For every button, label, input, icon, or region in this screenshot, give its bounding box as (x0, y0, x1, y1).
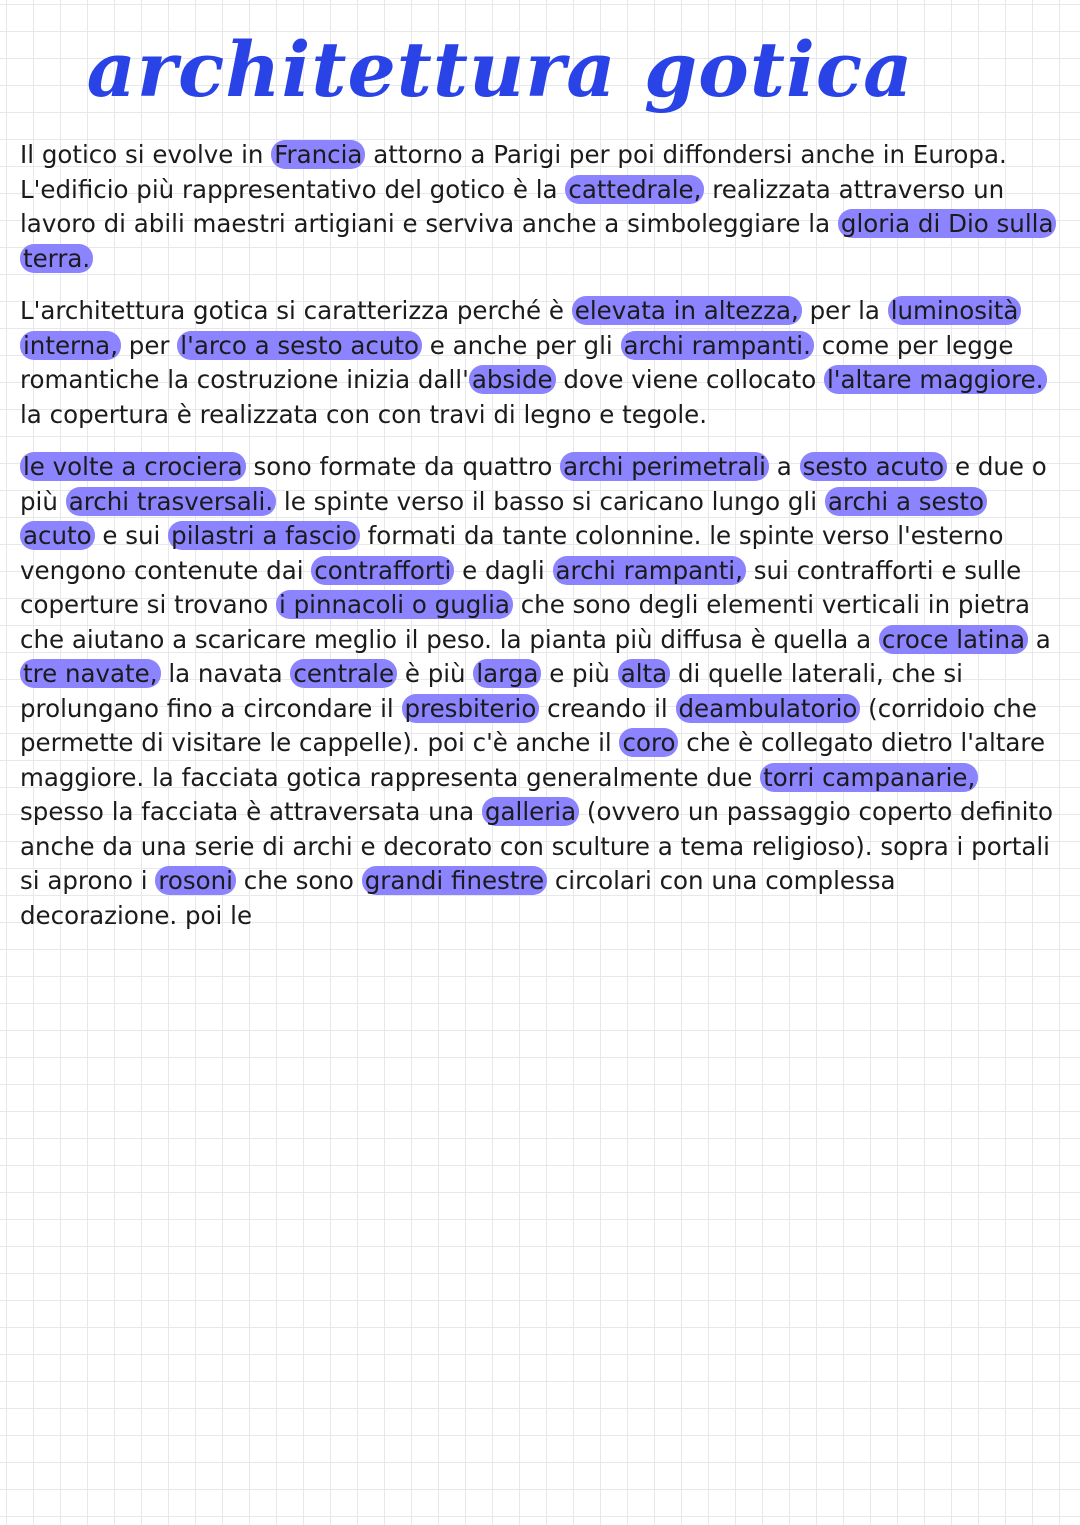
highlighted-term: l'altare maggiore. (824, 365, 1047, 394)
text-run: la navata (160, 659, 291, 688)
highlighted-term: i pinnacoli o guglia (276, 590, 513, 619)
highlighted-term: pilastri a fascio (168, 521, 360, 550)
text-run: creando il (539, 693, 676, 723)
page-title: architettura gotica (86, 25, 914, 114)
highlighted-term: alta (618, 659, 670, 688)
text-run: che sono degli elementi verticali in pietra che aiutano a scaricare meglio il peso. la pianta più diffusa è quella a (20, 590, 1031, 654)
highlighted-term: elevata in altezza, (572, 296, 802, 325)
text-run: e anche per gli (422, 330, 621, 360)
text-run: (ovvero un passaggio coperto definito anche da una serie di archi e decorato con sculture a tema religioso). sopra i portali si aprono i (20, 797, 1054, 895)
text-run: spesso la facciata è attraversata una (20, 797, 482, 826)
highlighted-term: larga (473, 659, 541, 688)
text-run: e dagli (454, 555, 553, 585)
text-run: di quelle laterali, che si prolungano fino a circondare il (20, 659, 963, 723)
text-run: a (1028, 624, 1051, 654)
highlighted-term: archi trasversali. (66, 487, 276, 516)
highlighted-term: archi perimetrali (560, 452, 769, 481)
highlighted-term: croce latina (879, 625, 1028, 654)
text-run: le spinte verso il basso si caricano lungo gli (276, 486, 825, 516)
highlighted-term: galleria (482, 797, 579, 826)
highlighted-term: archi rampanti. (621, 331, 814, 360)
text-run: e due o più (20, 452, 1047, 516)
highlighted-term: gloria di Dio sulla terra. (20, 209, 1056, 273)
highlighted-term: archi rampanti, (553, 556, 746, 585)
text-run: (corridoio che permette di visitare le cappelle). poi c'è anche il (20, 693, 1037, 757)
text-run: circolari con una complessa decorazione. poi le (20, 866, 896, 930)
highlighted-term: grandi finestre (362, 866, 547, 895)
text-run: sui contrafforti e sulle coperture si trovano (20, 555, 1022, 619)
text-run: formati da tante colonnine. le spinte verso l'esterno vengono contenute dai (20, 521, 1004, 585)
paragraph (20, 294, 1060, 432)
text-run: realizzata attraverso un lavoro di abili maestri artigiani e serviva anche a simboleggiare la (20, 174, 1005, 238)
highlighted-term: contrafforti (311, 556, 454, 585)
highlighted-term: Francia (271, 140, 365, 169)
text-run: e sui (94, 521, 169, 550)
highlighted-term: cattedrale, (565, 175, 704, 204)
paragraph (20, 450, 1060, 933)
text-run: a (768, 452, 800, 481)
highlighted-term: torri campanarie, (760, 763, 978, 792)
paragraph (20, 138, 1060, 276)
text-run: la copertura è realizzata con con travi di legno e tegole. (20, 399, 707, 429)
highlighted-term: coro (619, 728, 678, 757)
text-run: che è collegato dietro l'altare maggiore. la facciata gotica rappresenta generalmente due (20, 728, 1046, 792)
text-run: per la (801, 296, 888, 325)
text-run: dove viene collocato (555, 365, 824, 394)
highlighted-term: archi a sesto acuto (20, 487, 987, 551)
notes-body (20, 138, 1060, 951)
highlighted-term: l'arco a sesto acuto (177, 331, 422, 360)
text-run: Il gotico si evolve in (20, 140, 272, 169)
text-run: è più (397, 659, 474, 688)
highlighted-term: le volte a crociera (20, 452, 246, 481)
text-run: L'architettura gotica si caratterizza perché è (20, 296, 572, 325)
highlighted-term: abside (469, 365, 556, 394)
highlighted-term: presbiterio (402, 694, 540, 723)
text-run: per (121, 330, 178, 360)
highlighted-term: deambulatorio (676, 694, 861, 723)
highlighted-term: sesto acuto (800, 452, 948, 481)
highlighted-term: tre navate, (20, 659, 161, 688)
highlighted-term: luminosità interna, (20, 296, 1021, 360)
text-run: come per legge romantiche la costruzione inizia dall' (20, 330, 1014, 394)
text-run: e più (541, 659, 618, 688)
highlighted-term: rosoni (155, 866, 236, 895)
text-run: attorno a Parigi per poi diffondersi anche in Europa. L'edificio più rappresentativo del gotico è la (20, 140, 1007, 204)
highlighted-term: centrale (290, 659, 397, 688)
text-run: che sono (235, 866, 362, 895)
text-run: sono formate da quattro (245, 452, 561, 481)
